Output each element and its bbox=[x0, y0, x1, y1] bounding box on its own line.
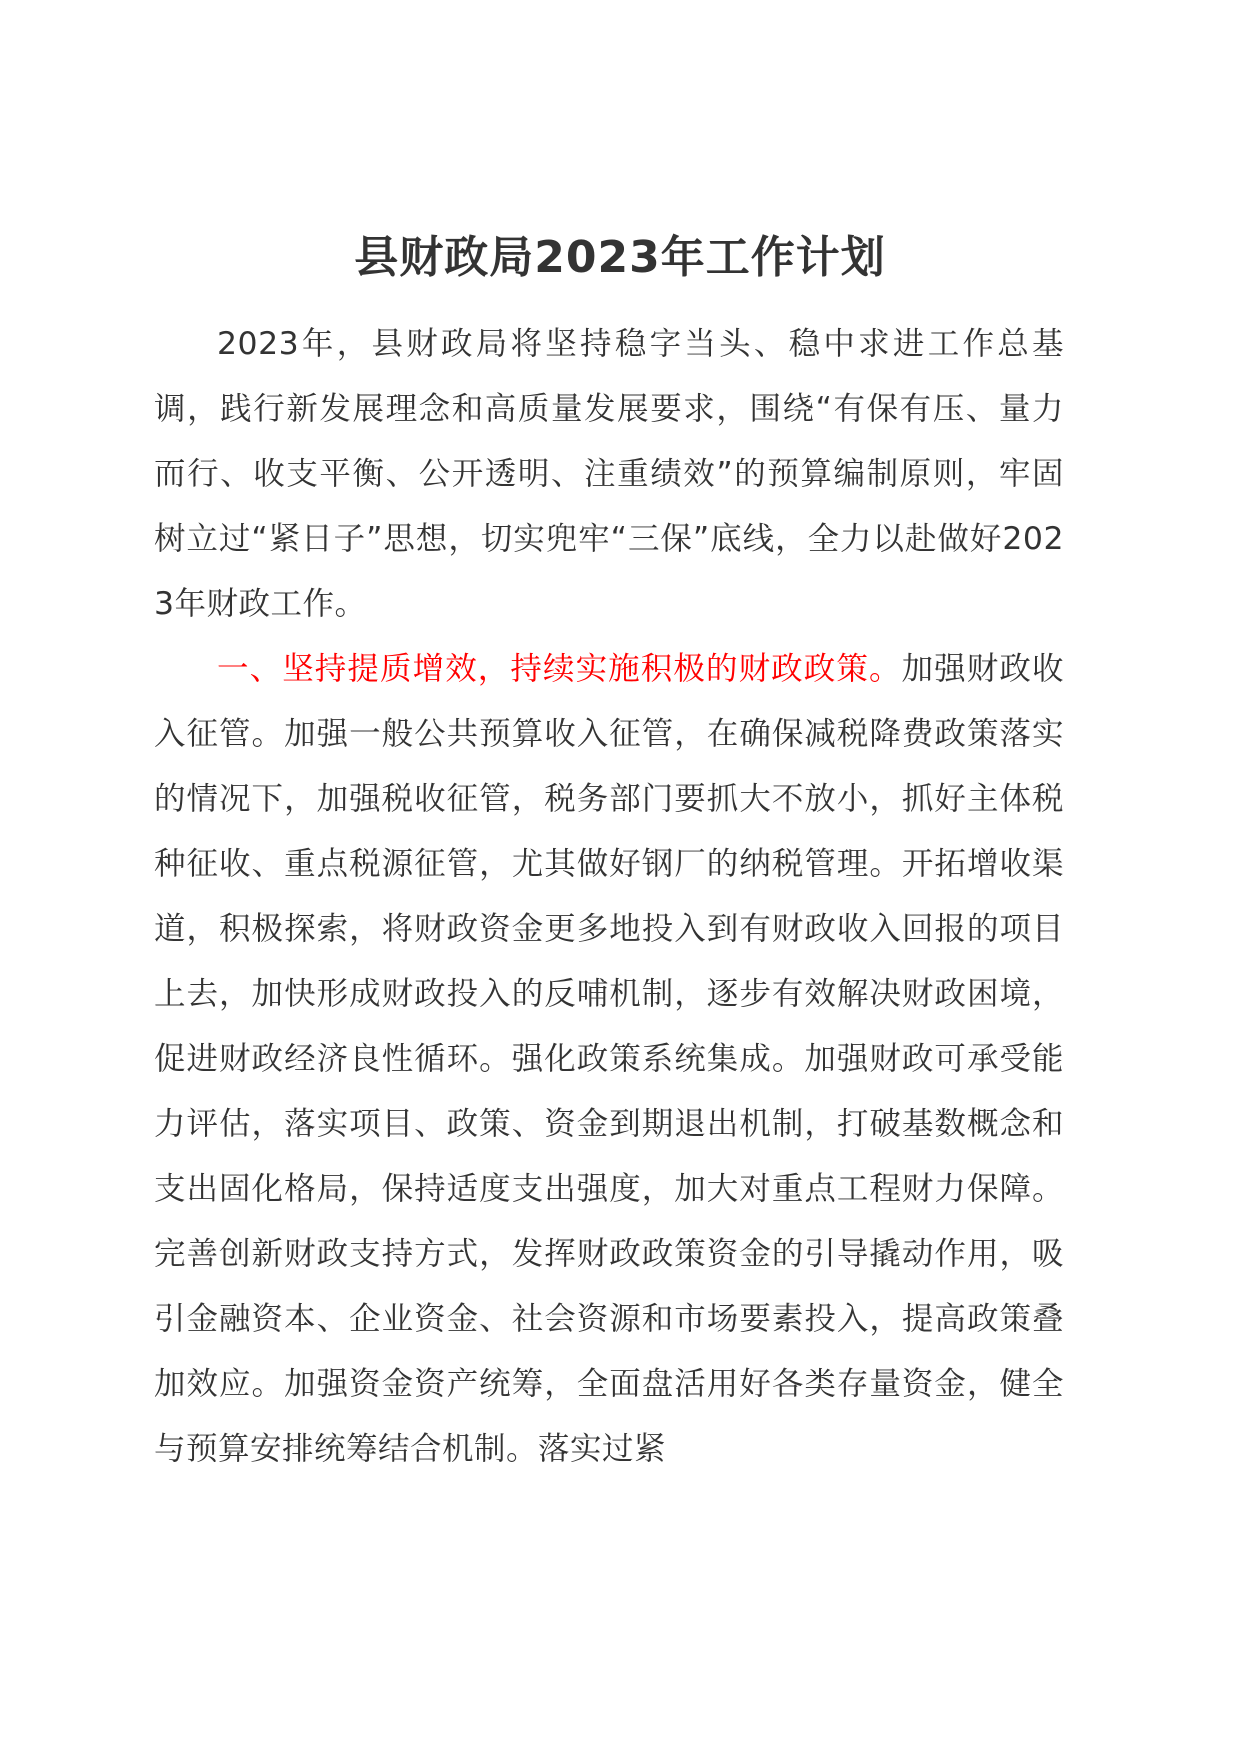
section-1-body: 加强财政收入征管。加强一般公共预算收入征管，在确保减税降费政策落实的情况下，加强税收征管，税务部门要抓大不放小，抓好主体税种征收、重点税源征管，尤其做好钢厂的纳税管理。开拓增收渠道，积极探索，将财政资金更多地投入到有财政收入回报的项目上去，加快形成财政投入的反哺机制，逐步有效解决财政困境，促进财政经济良性循环。强化政策系统集成。加强财政可承受能力评估，落实项目、政策、资金到期退出机制，打破基数概念和支出固化格局，保持适度支出强度，加大对重点工程财力保障。完善创新财政支持方式，发挥财政政策资金的引导撬动作用，吸引金融资本、企业资金、社会资源和市场要素投入，提高政策叠加效应。加强资金资产统筹，全面盘活用好各类存量资金，健全与预算安排统筹结合机制。落实过紧 bbox=[154, 651, 1064, 1467]
section-1-heading: 一、坚持提质增效，持续实施积极的财政政策。 bbox=[217, 651, 902, 687]
intro-paragraph: 2023年，县财政局将坚持稳字当头、稳中求进工作总基调，践行新发展理念和高质量发展要求，围绕“有保有压、量力而行、收支平衡、公开透明、注重绩效”的预算编制原则，牢固树立过“紧日子”思想，切实兜牢“三保”底线，全力以赴做好2023年财政工作。 bbox=[154, 326, 1064, 622]
document-body bbox=[154, 312, 1064, 1482]
section-1-paragraph bbox=[154, 637, 1064, 1482]
document-title: 县财政局2023年工作计划 bbox=[354, 232, 886, 283]
